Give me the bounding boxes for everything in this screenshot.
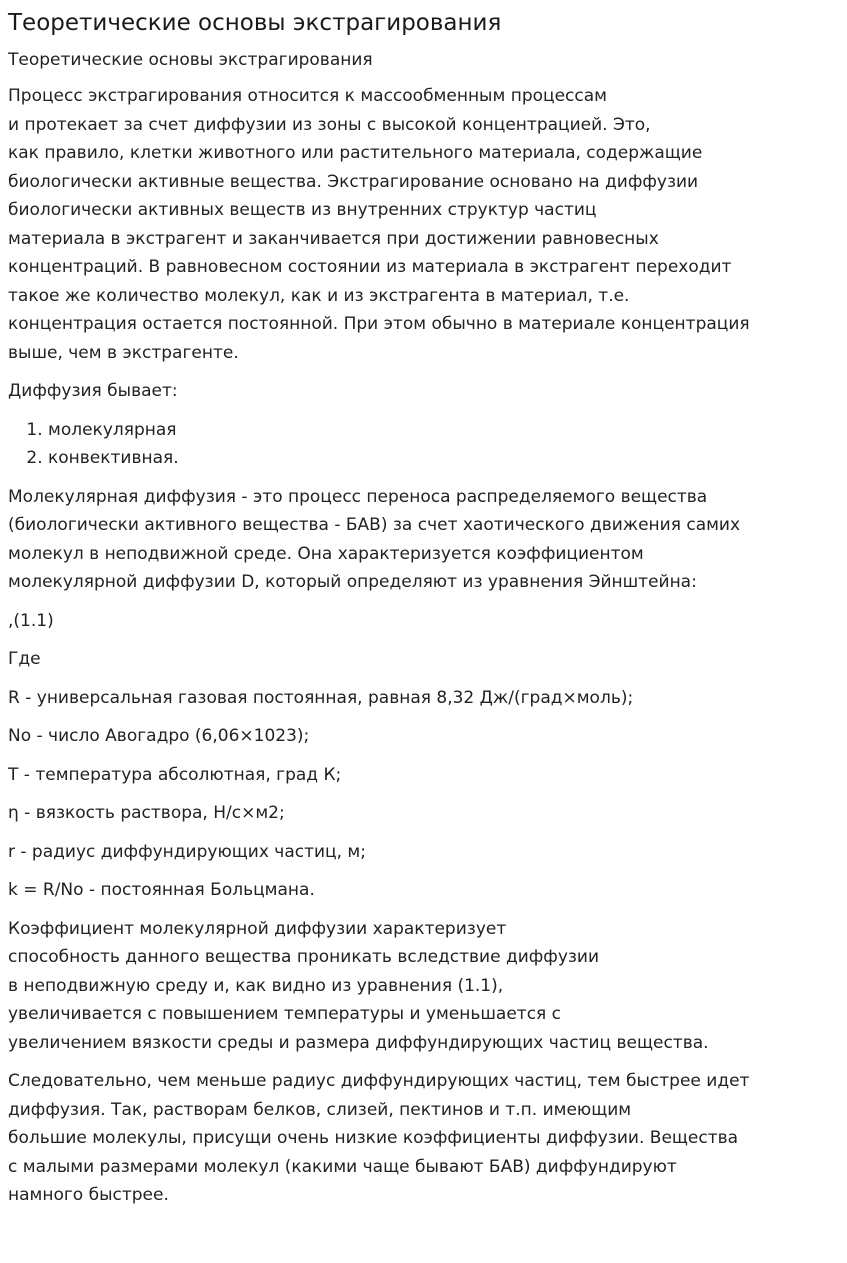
page-title: Теоретические основы экстрагирования: [8, 10, 502, 36]
definition-r: R - универсальная газовая постоянная, равная 8,32 Дж/(град×моль);: [8, 687, 634, 708]
paragraph-molecular-diffusion: Молекулярная диффузия - это процесс переноса распределяемого вещества (биологически активного вещества - БАВ) за счет хаотического движения самих молекул в неподвижной среде. Она характеризуется коэффициентом молекулярной диффузии D, который определяют из уравнения Эйнштейна:: [8, 486, 741, 592]
equation-reference: ,(1.1): [8, 610, 54, 631]
paragraph-intro: Процесс экстрагирования относится к массообменным процессам и протекает за счет диффузии из зоны с высокой концентрацией. Это, как правило, клетки животного или растительного материала, содержащие биологически активные вещества. Экстрагирование основано на диффузии биологически активных веществ из внутренних структур частиц материала в экстрагент и заканчивается при достижении равновесных концентраций. В равновесном состоянии из материала в экстрагент переходит такое же количество молекул, как и из экстрагента в материал, т.е. концентрация остается постоянной. При этом обычно в материале концентрация выше, чем в экстрагенте.: [8, 86, 750, 363]
paragraph-conclusion: Следовательно, чем меньше радиус диффундирующих частиц, тем быстрее идет диффузия. Так, растворам белков, слизей, пектинов и т.п. имеющим большие молекулы, присущи очень низкие коэффициенты диффузии. Вещества с малыми размерами молекул (какими чаще бывают БАВ) диффундируют намного быстрее.: [8, 1071, 750, 1205]
diffusion-types-list: [8, 416, 839, 473]
definition-k: k = R/No - постоянная Больцмана.: [8, 880, 315, 900]
list-item: 1. молекулярная: [48, 416, 839, 445]
definition-no: No - число Авогадро (6,06×1023);: [8, 726, 310, 746]
paragraph-where: Где: [8, 649, 41, 669]
paragraph-diffusion-types: Диффузия бывает:: [8, 381, 178, 401]
paragraph-coefficient: Коэффициент молекулярной диффузии характеризует способность данного вещества проникать вследствие диффузии в неподвижную среду и, как видно из уравнения (1.1), увеличивается с повышением температуры и уменьшается с увеличением вязкости среды и размера диффундирующих частиц вещества.: [8, 918, 709, 1053]
list-item: 2. конвективная.: [48, 444, 839, 473]
definition-radius: r - радиус диффундирующих частиц, м;: [8, 841, 366, 862]
definition-eta: η - вязкость раствора, Н/с×м2;: [8, 803, 285, 823]
page-subtitle: Теоретические основы экстрагирования: [8, 50, 373, 70]
definition-t: T - температура абсолютная, град К;: [8, 764, 342, 785]
